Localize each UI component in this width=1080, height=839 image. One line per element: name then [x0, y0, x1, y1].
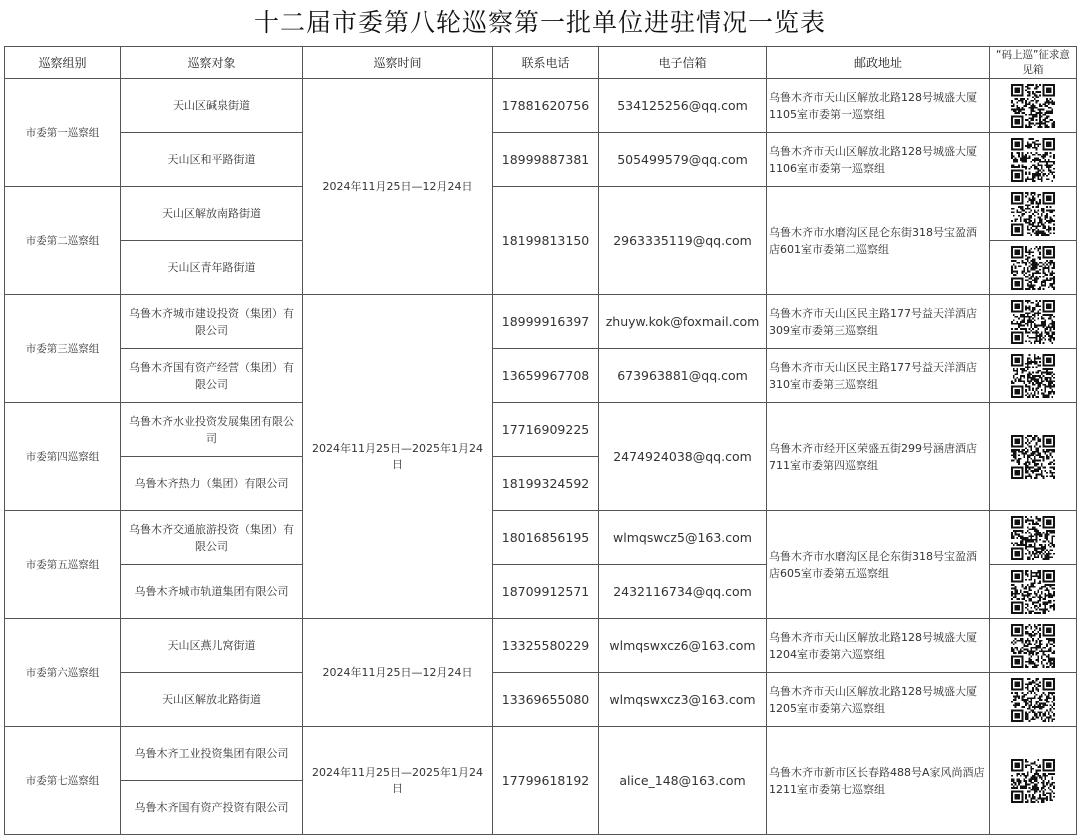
- qr-code-icon[interactable]: [1011, 678, 1055, 722]
- postal-address: 乌鲁木齐市新市区长春路488号A家风尚酒店1211室市委第七巡察组: [767, 727, 990, 835]
- postal-address: 乌鲁木齐市天山区解放北路128号城盛大厦1105室市委第一巡察组: [767, 79, 990, 133]
- table-row: [5, 619, 1077, 673]
- postal-address: 乌鲁木齐市天山区民主路177号益天洋酒店310室市委第三巡察组: [767, 349, 990, 403]
- group-name: 市委第六巡察组: [5, 619, 121, 727]
- page-title: 十二届市委第八轮巡察第一批单位进驻情况一览表: [253, 8, 826, 37]
- table-row: [5, 727, 1077, 781]
- postal-address: 乌鲁木齐市水磨沟区昆仑东街318号宝盈酒店601室市委第二巡察组: [767, 187, 990, 295]
- postal-address: 乌鲁木齐市水磨沟区昆仑东街318号宝盈酒店605室市委第五巡察组: [767, 511, 990, 619]
- table-row: [5, 673, 1077, 727]
- group-name: 市委第三巡察组: [5, 295, 121, 403]
- phone-number[interactable]: 17799618192: [493, 727, 599, 835]
- header-group: 巡察组别: [5, 47, 121, 79]
- table-row: [5, 511, 1077, 565]
- qr-code-icon[interactable]: [1011, 300, 1055, 344]
- table-row: [5, 295, 1077, 349]
- email-address[interactable]: 673963881@qq.com: [599, 349, 767, 403]
- phone-number[interactable]: 18199813150: [493, 187, 599, 295]
- qr-cell: [990, 79, 1077, 133]
- email-address[interactable]: alice_148@163.com: [599, 727, 767, 835]
- postal-address: 乌鲁木齐市经开区荣盛五街299号涵唐酒店711室市委第四巡察组: [767, 403, 990, 511]
- inspection-time: 2024年11月25日—2025年1月24日: [303, 727, 493, 835]
- phone-number[interactable]: 18709912571: [493, 565, 599, 619]
- qr-code-icon[interactable]: [1011, 354, 1055, 398]
- qr-cell: [990, 349, 1077, 403]
- qr-code-icon[interactable]: [1011, 516, 1055, 560]
- phone-number[interactable]: 18199324592: [493, 457, 599, 511]
- qr-cell: [990, 133, 1077, 187]
- phone-number[interactable]: 18999916397: [493, 295, 599, 349]
- group-name: 市委第四巡察组: [5, 403, 121, 511]
- target-unit: 乌鲁木齐国有资产投资有限公司: [121, 781, 303, 835]
- target-unit: 乌鲁木齐城市轨道集团有限公司: [121, 565, 303, 619]
- table-row: [5, 349, 1077, 403]
- qr-code-icon[interactable]: [1011, 84, 1055, 128]
- target-unit: 乌鲁木齐城市建设投资（集团）有限公司: [121, 295, 303, 349]
- qr-code-icon[interactable]: [1011, 435, 1055, 479]
- phone-number[interactable]: 13659967708: [493, 349, 599, 403]
- qr-cell: [990, 565, 1077, 619]
- header-time: 巡察时间: [303, 47, 493, 79]
- qr-code-icon[interactable]: [1011, 192, 1055, 236]
- header-address: 邮政地址: [767, 47, 990, 79]
- qr-code-icon[interactable]: [1011, 138, 1055, 182]
- table-row: [5, 79, 1077, 133]
- inspection-table: [4, 46, 1077, 835]
- email-address[interactable]: 534125256@qq.com: [599, 79, 767, 133]
- phone-number[interactable]: 18999887381: [493, 133, 599, 187]
- qr-cell: [990, 241, 1077, 295]
- target-unit: 乌鲁木齐热力（集团）有限公司: [121, 457, 303, 511]
- postal-address: 乌鲁木齐市天山区解放北路128号城盛大厦1204室市委第六巡察组: [767, 619, 990, 673]
- target-unit: 乌鲁木齐交通旅游投资（集团）有限公司: [121, 511, 303, 565]
- table-row: [5, 187, 1077, 241]
- inspection-time: 2024年11月25日—2025年1月24日: [303, 295, 493, 619]
- email-address[interactable]: wlmqswcz5@163.com: [599, 511, 767, 565]
- target-unit: 天山区燕儿窝街道: [121, 619, 303, 673]
- phone-number[interactable]: 17881620756: [493, 79, 599, 133]
- qr-cell: [990, 403, 1077, 511]
- postal-address: 乌鲁木齐市天山区解放北路128号城盛大厦1106室市委第一巡察组: [767, 133, 990, 187]
- email-address[interactable]: wlmqswxcz3@163.com: [599, 673, 767, 727]
- inspection-time: 2024年11月25日—12月24日: [303, 619, 493, 727]
- target-unit: 天山区解放南路街道: [121, 187, 303, 241]
- email-address[interactable]: zhuyw.kok@foxmail.com: [599, 295, 767, 349]
- target-unit: 天山区碱泉街道: [121, 79, 303, 133]
- qr-cell: [990, 187, 1077, 241]
- qr-cell: [990, 619, 1077, 673]
- qr-code-icon[interactable]: [1011, 246, 1055, 290]
- postal-address: 乌鲁木齐市天山区解放北路128号城盛大厦1205室市委第六巡察组: [767, 673, 990, 727]
- qr-cell: [990, 673, 1077, 727]
- table-row: [5, 403, 1077, 457]
- target-unit: 乌鲁木齐水业投资发展集团有限公司: [121, 403, 303, 457]
- group-name: 市委第七巡察组: [5, 727, 121, 835]
- phone-number[interactable]: 18016856195: [493, 511, 599, 565]
- header-target: 巡察对象: [121, 47, 303, 79]
- qr-cell: [990, 727, 1077, 835]
- qr-code-icon[interactable]: [1011, 624, 1055, 668]
- qr-code-icon[interactable]: [1011, 759, 1055, 803]
- target-unit: 天山区和平路街道: [121, 133, 303, 187]
- header-qr: “码上巡”征求意见箱: [990, 47, 1077, 79]
- email-address[interactable]: wlmqswxcz6@163.com: [599, 619, 767, 673]
- email-address[interactable]: 505499579@qq.com: [599, 133, 767, 187]
- inspection-time: 2024年11月25日—12月24日: [303, 79, 493, 295]
- header-row: [5, 47, 1077, 79]
- target-unit: 天山区青年路街道: [121, 241, 303, 295]
- email-address[interactable]: 2474924038@qq.com: [599, 403, 767, 511]
- group-name: 市委第二巡察组: [5, 187, 121, 295]
- group-name: 市委第一巡察组: [5, 79, 121, 187]
- phone-number[interactable]: 13369655080: [493, 673, 599, 727]
- table-row: [5, 133, 1077, 187]
- phone-number[interactable]: 13325580229: [493, 619, 599, 673]
- header-phone: 联系电话: [493, 47, 599, 79]
- group-name: 市委第五巡察组: [5, 511, 121, 619]
- email-address[interactable]: 2963335119@qq.com: [599, 187, 767, 295]
- qr-cell: [990, 511, 1077, 565]
- header-email: 电子信箱: [599, 47, 767, 79]
- qr-cell: [990, 295, 1077, 349]
- qr-code-icon[interactable]: [1011, 570, 1055, 614]
- postal-address: 乌鲁木齐市天山区民主路177号益天洋酒店309室市委第三巡察组: [767, 295, 990, 349]
- target-unit: 天山区解放北路街道: [121, 673, 303, 727]
- email-address[interactable]: 2432116734@qq.com: [599, 565, 767, 619]
- target-unit: 乌鲁木齐国有资产经营（集团）有限公司: [121, 349, 303, 403]
- target-unit: 乌鲁木齐工业投资集团有限公司: [121, 727, 303, 781]
- phone-number[interactable]: 17716909225: [493, 403, 599, 457]
